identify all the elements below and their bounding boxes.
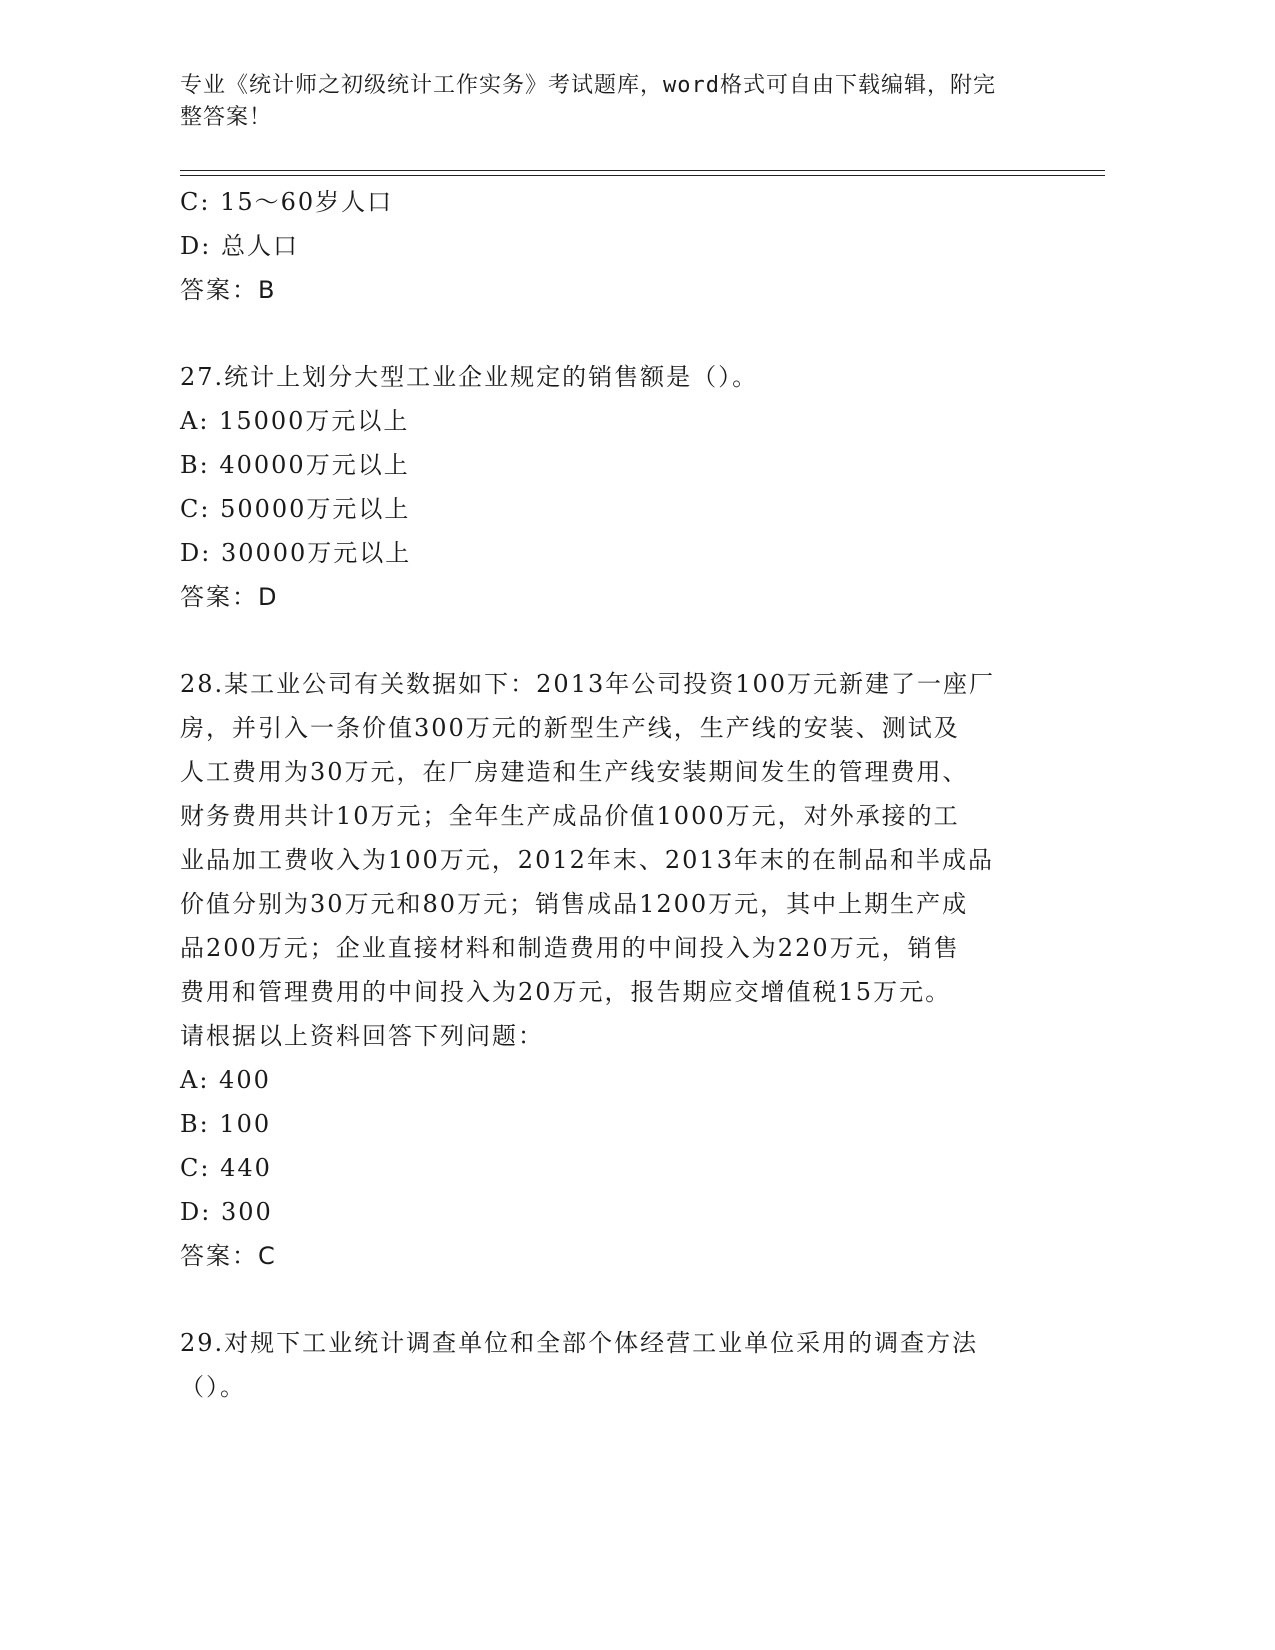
option-c: C: 440: [180, 1154, 272, 1182]
answer-line: 答案：B: [180, 276, 277, 304]
question-stem-line: 28.某工业公司有关数据如下：2013年公司投资100万元新建了一座厂: [180, 670, 996, 698]
question-stem-line: 请根据以上资料回答下列问题：: [180, 1022, 544, 1050]
question-stem-line: 财务费用共计10万元；全年生产成品价值1000万元，对外承接的工: [180, 802, 960, 830]
option-b: B: 40000万元以上: [180, 451, 410, 479]
answer-line: 答案：D: [180, 583, 279, 611]
spacer: [180, 619, 1040, 662]
page-header: [180, 70, 1060, 134]
question-stem-line: 业品加工费收入为100万元，2012年末、2013年末的在制品和半成品: [180, 846, 994, 874]
question-28: [180, 662, 1040, 1278]
option-b: B: 100: [180, 1110, 272, 1138]
question-29: [180, 1321, 1040, 1409]
answer-line: 答案：C: [180, 1242, 277, 1270]
question-stem-line: 费用和管理费用的中间投入为20万元，报告期应交增值税15万元。: [180, 978, 952, 1006]
question-stem-line: 人工费用为30万元，在厂房建造和生产线安装期间发生的管理费用、: [180, 758, 969, 786]
question-stem-line: （）。: [180, 1373, 246, 1401]
option-d: D: 30000万元以上: [180, 539, 412, 567]
option-c: C: 15～60岁人口: [180, 188, 394, 216]
header-line-2: 整答案！: [180, 105, 273, 130]
question-stem-line: 品200万元；企业直接材料和制造费用的中间投入为220万元，销售: [180, 934, 960, 962]
question-stem-line: 29.对规下工业统计调查单位和全部个体经营工业单位采用的调查方法: [180, 1329, 979, 1357]
question-stem-line: 价值分别为30万元和80万元；销售成品1200万元，其中上期生产成: [180, 890, 969, 918]
header-divider-bottom: [180, 175, 1105, 176]
question-27: [180, 355, 1040, 619]
option-c: C: 50000万元以上: [180, 495, 411, 523]
spacer: [180, 312, 1040, 355]
spacer: [180, 1278, 1040, 1321]
header-line-1: 专业《统计师之初级统计工作实务》考试题库，word格式可自由下载编辑，附完: [180, 73, 996, 98]
option-d: D: 300: [180, 1198, 273, 1226]
option-d: D: 总人口: [180, 232, 299, 260]
option-a: A: 400: [180, 1066, 271, 1094]
question-content: [180, 180, 1040, 1409]
question-stem: 27.统计上划分大型工业企业规定的销售额是（）。: [180, 363, 759, 391]
option-a: A: 15000万元以上: [180, 407, 410, 435]
question-26-tail: [180, 180, 1040, 312]
question-stem-line: 房，并引入一条价值300万元的新型生产线，生产线的安装、测试及: [180, 714, 960, 742]
header-divider-top: [180, 170, 1105, 171]
